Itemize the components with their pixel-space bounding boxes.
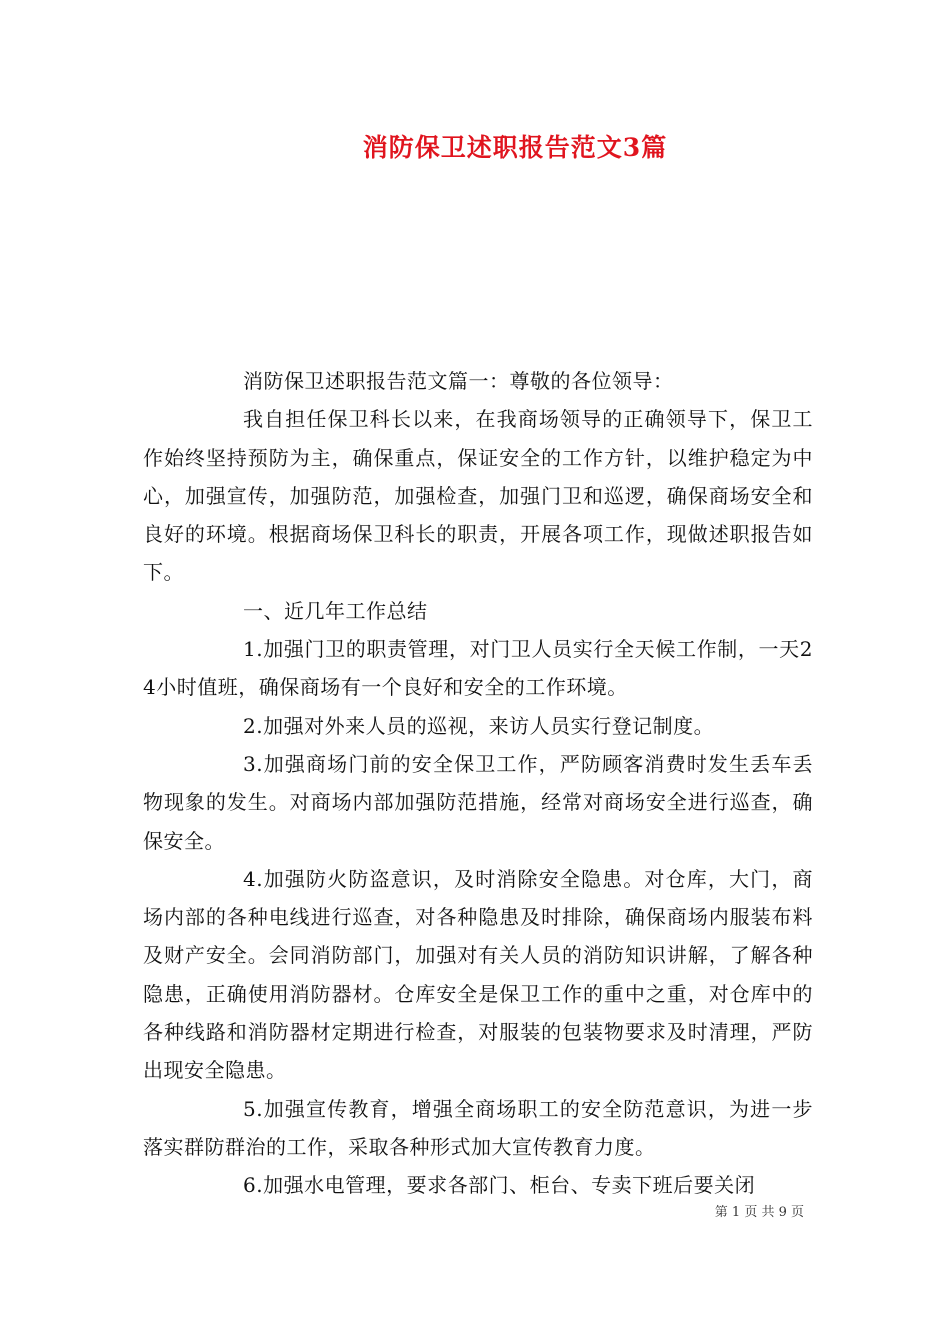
paragraph: 我自担任保卫科长以来，在我商场领导的正确领导下，保卫工作始终坚持预防为主，确保重点，保证安全的工作方针，以维护稳定为中心，加强宣传，加强防范，加强检查，加强门卫和巡逻，确保商场安全和良好的环境。根据商场保卫科长的职责，开展各项工作，现做述职报告如下。 xyxy=(143,407,813,585)
paragraph: 2.加强对外来人员的巡视，来访人员实行登记制度。 xyxy=(243,713,715,738)
document-body xyxy=(143,362,813,1205)
page-number: 第 1 页 共 9 页 xyxy=(714,1205,804,1220)
document-title: 消防保卫述职报告范文3篇 xyxy=(362,133,668,162)
section-heading: 一、近几年工作总结 xyxy=(243,598,428,623)
paragraph: 3.加强商场门前的安全保卫工作，严防顾客消费时发生丢车丢物现象的发生。对商场内部加强防范措施，经常对商场安全进行巡查，确保安全。 xyxy=(143,751,813,853)
paragraph-intro: 消防保卫述职报告范文篇一：尊敬的各位领导： xyxy=(243,369,674,393)
paragraph: 6.加强水电管理，要求各部门、柜台、专卖下班后要关闭 xyxy=(243,1173,756,1198)
paragraph: 5.加强宣传教育，增强全商场职工的安全防范意识，为进一步落实群防群治的工作，采取各种形式加大宣传教育力度。 xyxy=(143,1096,813,1159)
paragraph: 1.加强门卫的职责管理，对门卫人员实行全天候工作制，一天24小时值班，确保商场有一个良好和安全的工作环境。 xyxy=(143,637,813,700)
paragraph: 4.加强防火防盗意识，及时消除安全隐患。对仓库，大门，商场内部的各种电线进行巡查，对各种隐患及时排除，确保商场内服装布料及财产安全。会同消防部门，加强对有关人员的消防知识讲解，了解各种隐患，正确使用消防器材。仓库安全是保卫工作的重中之重，对仓库中的各种线路和消防器材定期进行检查，对服装的包装物要求及时清理，严防出现安全隐患。 xyxy=(143,866,813,1083)
